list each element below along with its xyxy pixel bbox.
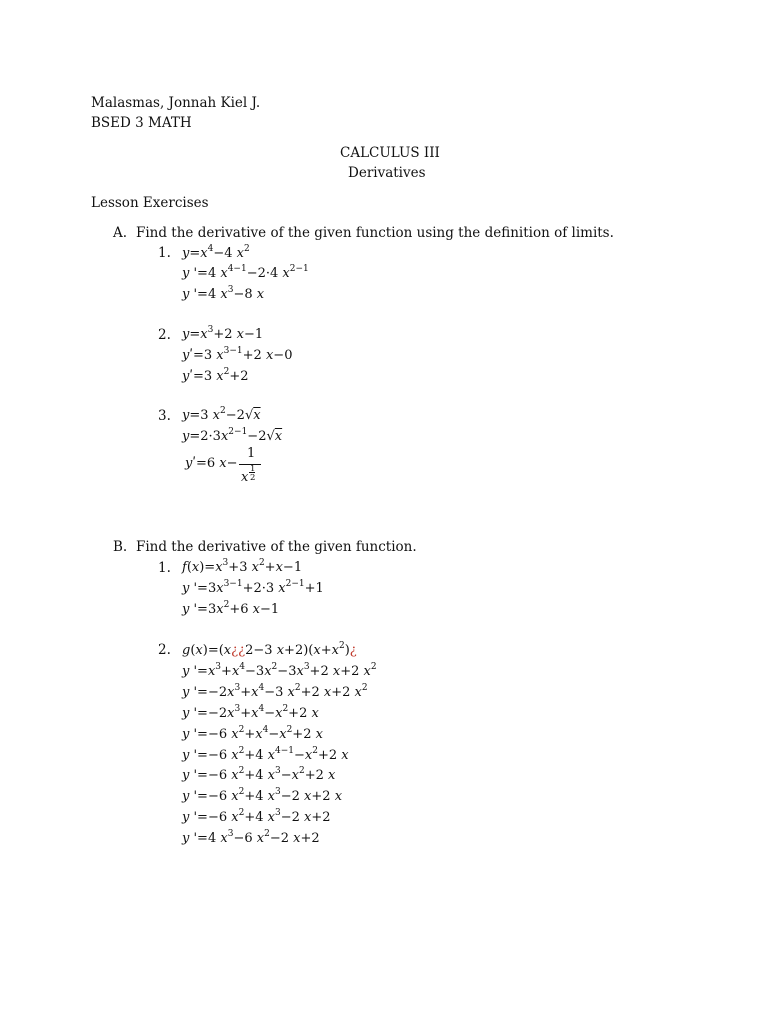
part-a-letter: A. [113, 225, 128, 241]
part-a-item-3-number: 3. [158, 408, 171, 424]
a2-line-1: $y=x^3+2$ x−1 [182, 325, 264, 342]
a3-fraction: 1 x 1 2 [239, 446, 265, 496]
a2-line-3: yʹ=3 $x^2+2$ [182, 367, 249, 384]
section-label: Lesson Exercises [91, 195, 209, 211]
a1-line-3: y '=4 $x^3-8$ x [182, 285, 265, 302]
a1-line-1: $y=x^4-4$ $x^2$ [182, 244, 250, 261]
student-name: Malasmas, Jonnah Kiel J. [91, 95, 261, 111]
part-b-item-2-number: 2. [158, 642, 171, 658]
b1-line-3: y '$=3x^2+6$ x−1 [182, 600, 280, 617]
b2-line-6: y '=−6 $x^2+4$ $x^{4-1}-x^2+2$ x [182, 746, 349, 763]
b2-line-7: y '=−6 $x^2+4$ $x^3-x^2+2$ x [182, 766, 336, 783]
part-a-item-2-number: 2. [158, 327, 171, 343]
b2-line-5: y '=−6 $x^2+x^4-x^2+2$ x [182, 725, 323, 742]
part-b-item-1-number: 1. [158, 560, 171, 576]
a2-line-2: yʹ=3 $x^{3-1}+2$ x−0 [182, 346, 293, 363]
b2-line-8: y '=−6 $x^2+4$ $x^3-2$ x+2 x [182, 787, 343, 804]
a3-line-2: $y=2\cdot 3x^{2-1}-2√x$ [182, 427, 283, 444]
a3-line-1: y=3 $x^2-2√x$ [182, 406, 261, 423]
b2-line-2: y '$=x^3+x^4-3x^2-3x^3+2$ x+2 $x^2$ [182, 662, 377, 679]
b2-line-9: y '=−6 $x^2+4$ $x^3-2$ x+2 [182, 808, 331, 825]
b1-line-1: $f(x)=x^3+3$ $x^2+x-1$ [182, 558, 303, 575]
document-subtitle: Derivatives [348, 165, 426, 181]
part-b-instruction: Find the derivative of the given function. [136, 539, 417, 555]
a1-line-2: y '=4 $x^{4-1}-2\cdot 4$ $x^{2-1}$ [182, 264, 309, 281]
b2-line-3: y '$=-2x^3+x^4-3$ $x^2+2$ x+2 $x^2$ [182, 683, 368, 700]
course-label: BSED 3 MATH [91, 115, 192, 131]
b2-line-1: g(x)=(x¿¿2−3 $x+2)(x+x^2)¿$ [182, 641, 357, 658]
part-b-letter: B. [113, 539, 128, 555]
b2-line-10: y '=4 $x^3-6$ $x^2-2$ x+2 [182, 829, 320, 846]
b2-line-4: y '$=-2x^3+x^4-x^2+2$ x [182, 704, 319, 721]
b1-line-2: y '$=3x^{3-1}+2\cdot 3$ $x^{2-1}+1$ [182, 579, 324, 596]
document-title: CALCULUS III [340, 145, 440, 161]
part-a-instruction: Find the derivative of the given function using the definition of limits. [136, 225, 614, 241]
part-a-item-1-number: 1. [158, 245, 171, 261]
a3-line-3: yʹ=6 x− [185, 456, 238, 471]
